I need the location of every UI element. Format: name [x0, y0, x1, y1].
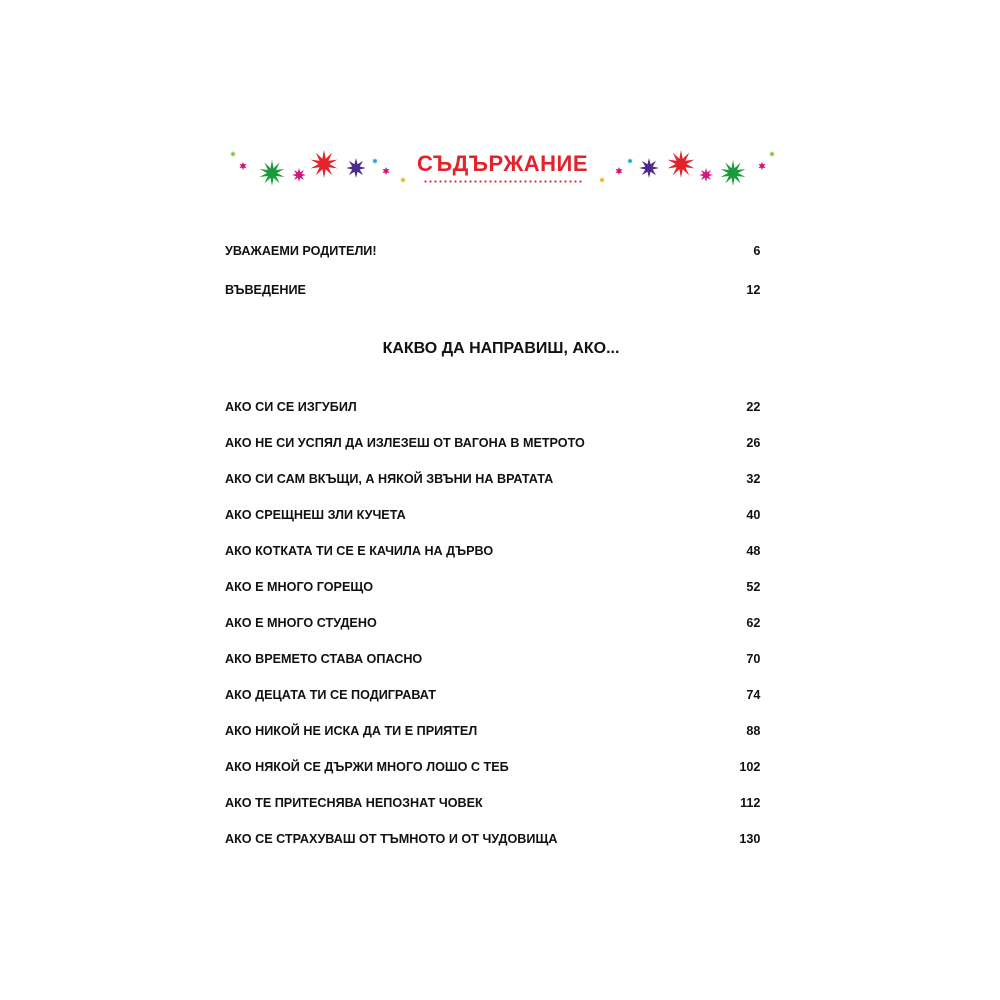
toc-entry-label: АКО НЯКОЙ СЕ ДЪРЖИ МНОГО ЛОШО С ТЕБ	[225, 759, 509, 774]
toc-entry[interactable]	[225, 723, 760, 738]
star-icon	[616, 167, 623, 175]
star-icon	[260, 160, 285, 186]
toc-entry-label: ВЪВЕДЕНИЕ	[225, 282, 306, 297]
toc-entry-page: 40	[746, 507, 761, 522]
title-dotted-underline	[423, 180, 583, 183]
toc-entry-page: 26	[746, 435, 761, 450]
toc-entry-label: АКО ДЕЦАТА ТИ СЕ ПОДИГРАВАТ	[225, 687, 436, 702]
star-icon	[627, 158, 632, 164]
toc-entry-label: АКО Е МНОГО ГОРЕЩО	[225, 579, 374, 594]
toc-entry-page: 70	[746, 651, 761, 666]
star-icon	[668, 150, 695, 178]
toc-entry[interactable]	[225, 615, 760, 630]
toc-entry[interactable]	[225, 435, 760, 450]
toc-entry[interactable]	[225, 759, 760, 774]
toc-entry-page: 6	[753, 243, 761, 258]
toc-entry-label: АКО НЕ СИ УСПЯЛ ДА ИЗЛЕЗЕШ ОТ ВАГОНА В МЕТРОТО	[225, 435, 585, 450]
star-icon	[400, 177, 405, 183]
toc-entry-label: АКО ТЕ ПРИТЕСНЯВА НЕПОЗНАТ ЧОВЕК	[225, 795, 483, 810]
stars-decoration-right-icon	[590, 140, 780, 200]
toc-entry-page: 32	[746, 471, 761, 486]
star-icon	[769, 151, 774, 157]
toc-entry-label: АКО СЕ СТРАХУВАШ ОТ ТЪМНОТО И ОТ ЧУДОВИЩА	[225, 831, 558, 846]
toc-entry[interactable]	[225, 507, 760, 522]
star-icon	[383, 167, 390, 175]
toc-entry-label: АКО НИКОЙ НЕ ИСКА ДА ТИ Е ПРИЯТЕЛ	[225, 723, 478, 738]
toc-entry[interactable]	[225, 831, 760, 846]
toc-entry[interactable]	[225, 243, 760, 258]
toc-entry-label: АКО СРЕЩНЕШ ЗЛИ КУЧЕТА	[225, 507, 406, 522]
star-icon	[372, 158, 377, 164]
star-icon	[346, 158, 366, 178]
star-icon	[759, 162, 766, 170]
star-icon	[721, 160, 746, 186]
star-icon	[639, 158, 659, 178]
section-heading: КАКВО ДА НАПРАВИШ, АКО...	[382, 340, 620, 357]
toc-entry[interactable]	[225, 282, 760, 297]
toc-entry[interactable]	[225, 795, 760, 810]
toc-entry-label: УВАЖАЕМИ РОДИТЕЛИ!	[225, 243, 377, 258]
toc-entry-page: 48	[746, 543, 761, 558]
toc-entry-label: АКО КОТКАТА ТИ СЕ Е КАЧИЛА НА ДЪРВО	[225, 543, 494, 558]
toc-entry[interactable]	[225, 471, 760, 486]
toc-entry-page: 12	[746, 282, 761, 297]
toc-entry[interactable]	[225, 579, 760, 594]
toc-entry-page: 130	[739, 831, 761, 846]
toc-entry-page: 102	[739, 759, 761, 774]
toc-entry-page: 112	[740, 795, 761, 810]
toc-title: СЪДЪРЖАНИЕ	[416, 151, 589, 176]
toc-entry-page: 88	[746, 723, 761, 738]
toc-entry[interactable]	[225, 543, 760, 558]
toc-header	[225, 140, 780, 200]
toc-entry[interactable]	[225, 687, 760, 702]
toc-entry-label: АКО Е МНОГО СТУДЕНО	[225, 615, 377, 630]
stars-decoration-left-icon	[225, 140, 415, 200]
toc-entry-page: 74	[746, 687, 761, 702]
toc-entry-page: 52	[746, 579, 761, 594]
star-icon	[292, 168, 306, 182]
toc-entry-label: АКО ВРЕМЕТО СТАВА ОПАСНО	[225, 651, 423, 666]
toc-entry-page: 62	[746, 615, 761, 630]
star-icon	[240, 162, 247, 170]
toc-entry[interactable]	[225, 399, 760, 414]
star-icon	[230, 151, 235, 157]
star-icon	[599, 177, 604, 183]
toc-title-block	[415, 152, 590, 183]
toc-entry-page: 22	[746, 399, 761, 414]
toc-entry-label: АКО СИ САМ ВКЪЩИ, А НЯКОЙ ЗВЪНИ НА ВРАТАТА	[225, 471, 554, 486]
toc-entry-label: АКО СИ СЕ ИЗГУБИЛ	[225, 399, 357, 414]
toc-entry[interactable]	[225, 651, 760, 666]
star-icon	[699, 168, 713, 182]
star-icon	[311, 150, 338, 178]
